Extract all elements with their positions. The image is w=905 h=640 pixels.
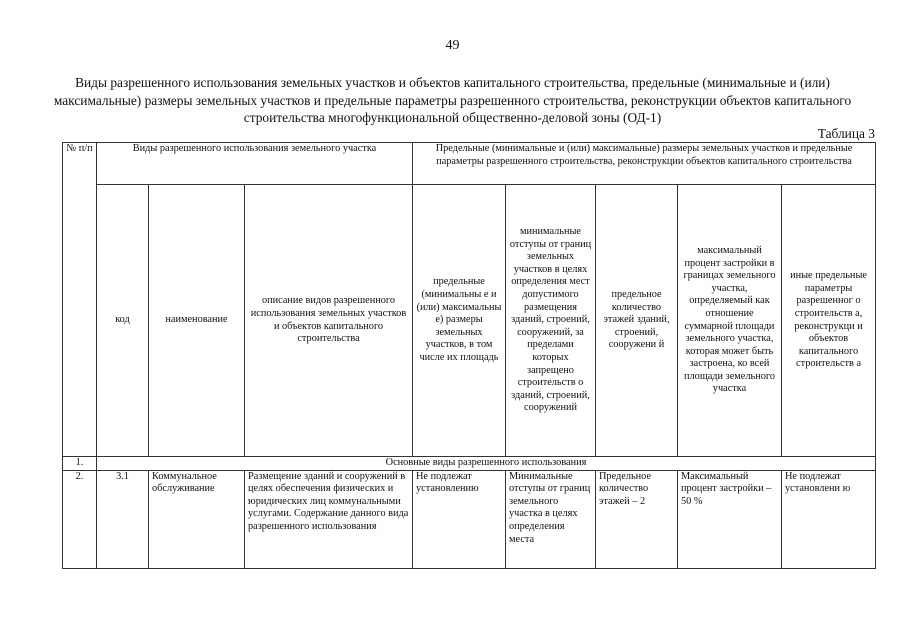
section-row xyxy=(63,457,876,471)
row-coverage: Максимальный процент застройки – 50 % xyxy=(678,470,782,568)
header-setbacks: минимальные отступы от границ земельных участков в целях определения мест допустимого размещения зданий, строений, сооружений, за пределами которых запрещено строительств о зданий, строений, сооружений xyxy=(506,185,596,457)
row-name: Коммунальное обслуживание xyxy=(149,470,245,568)
section-num: 1. xyxy=(63,457,97,471)
header-code: код xyxy=(97,185,149,457)
header-size: предельные (минимальны е и (или) максимальны е) размеры земельных участков, в том числе их площадь xyxy=(413,185,506,457)
table-row xyxy=(63,470,876,568)
header-floors: предельное количество этажей зданий, строений, сооружени й xyxy=(596,185,678,457)
table-label: Таблица 3 xyxy=(817,126,875,141)
header-other: иные предельные параметры разрешенног о строительств а, реконструкци и объектов капитального строительств а xyxy=(782,185,876,457)
header-group-params: Предельные (минимальные и (или) максимальные) размеры земельных участков и предельные параметры разрешенного строительства, реконструкции объектов капитального строительства xyxy=(413,143,876,185)
header-description: описание видов разрешенного использования земельных участков и объектов капитального строительства xyxy=(245,185,413,457)
row-description: Размещение зданий и сооружений в целях обеспечения физических и юридических лиц коммунальными услугами. Содержание данного вида разрешенного использования xyxy=(245,470,413,568)
row-floors: Предельное количество этажей – 2 xyxy=(596,470,678,568)
header-row-1 xyxy=(63,143,876,185)
row-setbacks: Минимальные отступы от границ земельного участка в целях определения места xyxy=(506,470,596,568)
document-title: Виды разрешенного использования земельных участков и объектов капитального строительства, предельные (минимальные и (или) максимальные) размеры земельных участков и предельные параметры разрешенного строительства, реконструкции объектов капитального строительства многофункциональной общественно-деловой зоны (ОД-1) xyxy=(53,75,852,125)
row-size: Не подлежат установлению xyxy=(413,470,506,568)
header-coverage: максимальный процент застройки в границах земельного участка, определяемый как отношение суммарной площади земельного участка, которая может быть застроена, ко всей площади земельного участка xyxy=(678,185,782,457)
header-num: № п/п xyxy=(63,143,97,457)
header-group-uses: Виды разрешенного использования земельного участка xyxy=(97,143,413,185)
header-row-2 xyxy=(63,185,876,457)
row-code: 3.1 xyxy=(97,470,149,568)
row-num: 2. xyxy=(63,470,97,568)
page-number: 49 xyxy=(445,38,460,53)
zoning-table xyxy=(62,142,876,569)
header-name: наименование xyxy=(149,185,245,457)
section-label: Основные виды разрешенного использования xyxy=(97,457,876,471)
row-other: Не подлежат установлени ю xyxy=(782,470,876,568)
